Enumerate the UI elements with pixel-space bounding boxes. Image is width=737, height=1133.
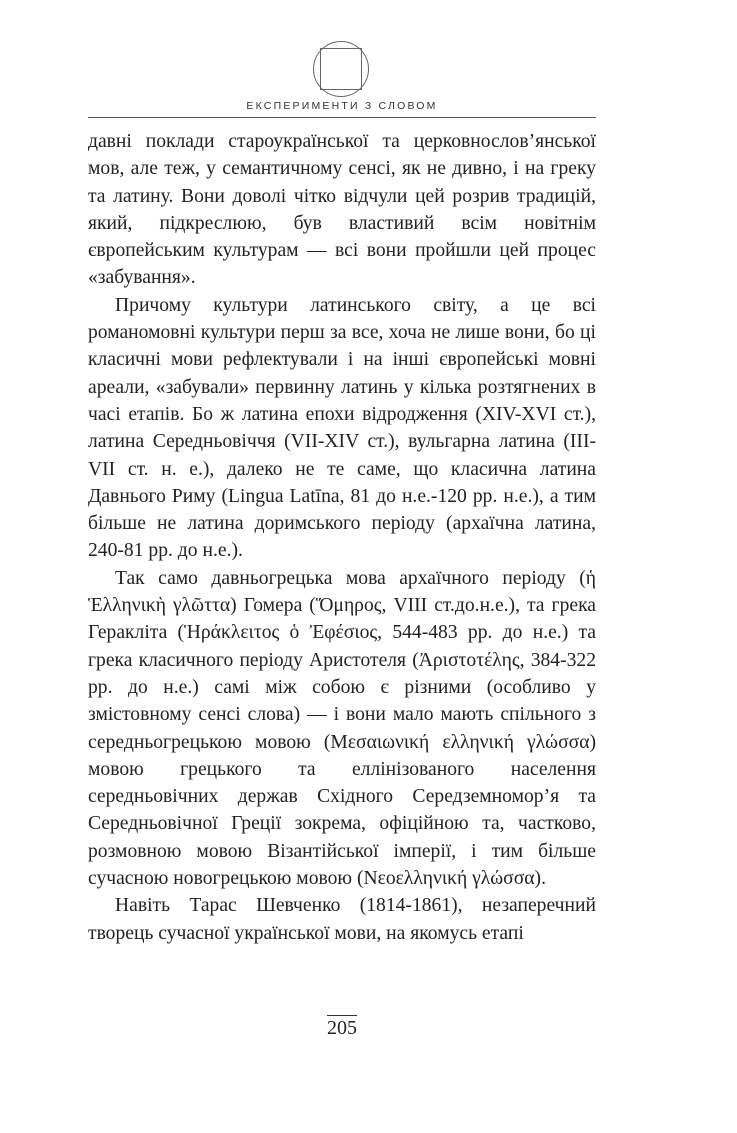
page-number: 205: [327, 1017, 357, 1039]
paragraph-2: Причому культури латинського світу, а це всі романомовні культури перш за все, хоча не лише вони, бо ці класичні мови рефлектували і на інші європейські мовні ареали, «забували» первинну латинь у кілька розтягнених в часі етапів. Бо ж латина епохи відродження (XIV-XVI ст.), латина Середньовіччя (VII-XIV ст.), вульгарна латина (III-VII ст. н. е.), далеко не те саме, що класична латина Давнього Риму (Lingua Latīna, 81 до н.е.-120 рр. н.е.), а тим більше не латина доримського періоду (архаїчна латина, 240-81 рр. до н.е.).: [88, 294, 596, 562]
page-number-footer: [88, 1017, 596, 1040]
paragraph-1: давні поклади староукраїнської та церковнослов’янської мов, але теж, у семантичному сенсі, як не дивно, і на греку та латину. Вони доволі чітко відчули цей розрив традицій, який, підкреслюю, був властивий всім новітнім європейським культурам — всі вони пройшли цей процес «забування».: [88, 131, 596, 289]
circle-square-emblem-icon: [312, 40, 370, 98]
paragraph-4: Навіть Тарас Шевченко (1814-1861), незаперечний творець сучасної української мови, на якомусь етапі: [88, 895, 596, 944]
paragraph-3: Так само давньогрецька мова архаїчного періоду (ἡ Ἑλληνικὴ γλῶττα) Гомера (Ὅμηρος, VIII ст.до.н.е.), та грека Геракліта (Ἡράκλειτος ὁ Ἐφέσιος, 544-483 рр. до н.е.) та грека класичного періоду Аристотеля (Ἀριστοτέλης, 384-322 рр. до н.е.) самі між собою є різними (особливо у змістовному сенсі слова) — і вони мало мають спільного з середньогрецькою мовою (Μεσαιωνική ελληνική γλώσσα) мовою грецького та еллінізованого населення середньовічних держав Східного Середземномор’я та Середньовічної Греції зокрема, офіційною та, частково, розмовною мовою Візантійської імперії, і тим більше сучасною новогрецькою мовою (Νεοελληνική γλώσσα).: [88, 567, 596, 890]
page-body: [88, 128, 596, 947]
header-divider: [88, 117, 596, 118]
running-header-title: ЕКСПЕРИМЕНТИ З СЛОВОМ: [246, 100, 438, 112]
